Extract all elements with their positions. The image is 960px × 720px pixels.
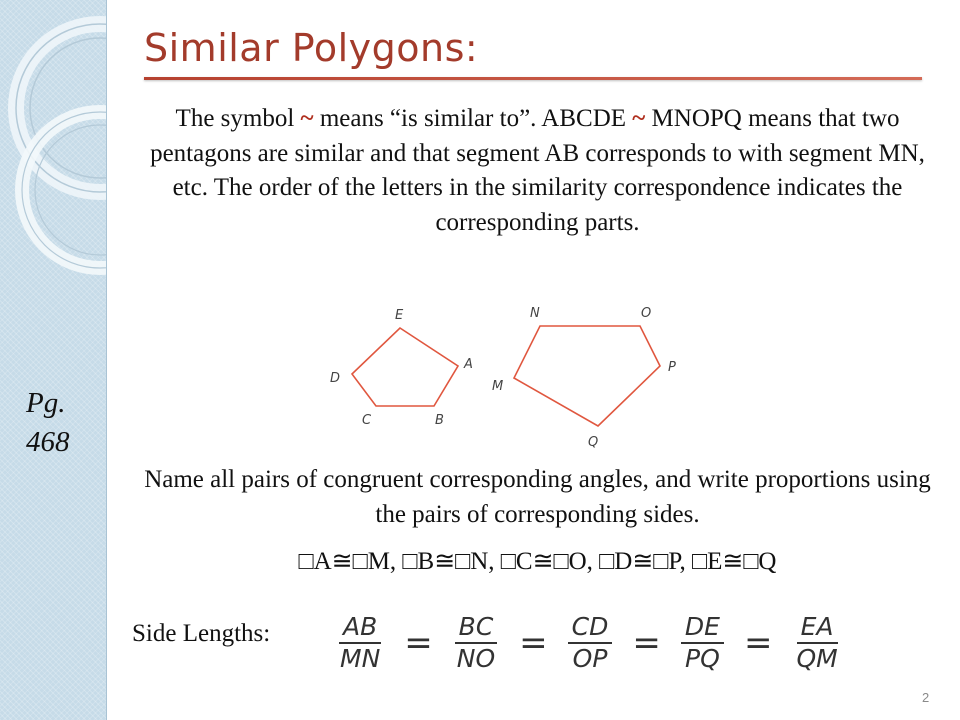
equals-sign: = bbox=[404, 623, 433, 663]
slide-title: Similar Polygons: bbox=[144, 26, 479, 70]
equals-sign: = bbox=[743, 623, 773, 663]
vertex-label-e: E bbox=[395, 308, 404, 323]
side-lengths-label: Side Lengths: bbox=[132, 620, 271, 647]
fraction-denominator: OP bbox=[572, 644, 608, 673]
side-length-proportion bbox=[330, 608, 848, 678]
fraction-bc-no bbox=[453, 612, 499, 674]
vertex-label-o: O bbox=[641, 306, 652, 321]
vertex-label-b: B bbox=[435, 413, 444, 428]
fraction-numerator: EA bbox=[797, 612, 838, 644]
vertex-label-a: A bbox=[464, 357, 473, 372]
pentagon-mnopq-shape bbox=[514, 326, 660, 426]
similarity-symbol: ~ bbox=[632, 105, 646, 132]
fraction-de-pq bbox=[681, 612, 724, 674]
fraction-denominator: PQ bbox=[685, 644, 720, 673]
vertex-label-c: C bbox=[362, 413, 372, 428]
fraction-denominator: QM bbox=[796, 644, 838, 673]
equals-sign: = bbox=[519, 623, 548, 663]
intro-text-part1: The symbol bbox=[175, 105, 301, 132]
pentagon-mnopq bbox=[492, 306, 676, 450]
similar-pentagons-figure bbox=[318, 298, 698, 458]
page-reference-number: 468 bbox=[26, 426, 70, 459]
fraction-numerator: CD bbox=[568, 612, 613, 644]
fraction-numerator: BC bbox=[455, 612, 498, 644]
pentagon-abcde bbox=[330, 308, 473, 428]
equals-sign: = bbox=[632, 623, 661, 663]
fraction-numerator: DE bbox=[681, 612, 724, 644]
fraction-denominator: NO bbox=[456, 644, 496, 673]
page-reference bbox=[26, 384, 106, 462]
fraction-denominator: MN bbox=[340, 644, 381, 673]
similarity-symbol: ~ bbox=[300, 105, 314, 132]
fraction-ea-qm bbox=[792, 612, 841, 674]
intro-text-part2: means “is similar to”. ABCDE bbox=[313, 105, 633, 132]
title-underline bbox=[144, 77, 922, 80]
congruent-angles-list: □A≅□M, □B≅□N, □C≅□O, □D≅□P, □E≅□Q bbox=[298, 548, 777, 575]
page-reference-label: Pg. bbox=[26, 387, 66, 419]
side-decoration-band bbox=[0, 0, 107, 720]
vertex-label-p: P bbox=[668, 360, 676, 375]
slide-number: 2 bbox=[922, 690, 930, 705]
fraction-cd-op bbox=[568, 612, 613, 674]
question-text: Name all pairs of congruent corresponding angles, and write proportions using the pairs of corresponding sides. bbox=[144, 466, 931, 528]
decorative-rings bbox=[0, 0, 106, 330]
intro-text-part3: MNOPQ means that two pentagons are similar and that segment AB corresponds to with segment MN, etc. The order of the letters in the similarity correspondence indicates the corresponding parts. bbox=[150, 105, 925, 236]
vertex-label-m: M bbox=[492, 379, 504, 394]
fraction-numerator: AB bbox=[339, 612, 381, 644]
intro-paragraph bbox=[140, 102, 935, 240]
vertex-label-q: Q bbox=[588, 435, 599, 450]
pentagon-abcde-shape bbox=[352, 328, 458, 406]
vertex-label-d: D bbox=[330, 371, 341, 386]
fraction-ab-mn bbox=[336, 612, 384, 674]
vertex-label-n: N bbox=[530, 306, 540, 321]
